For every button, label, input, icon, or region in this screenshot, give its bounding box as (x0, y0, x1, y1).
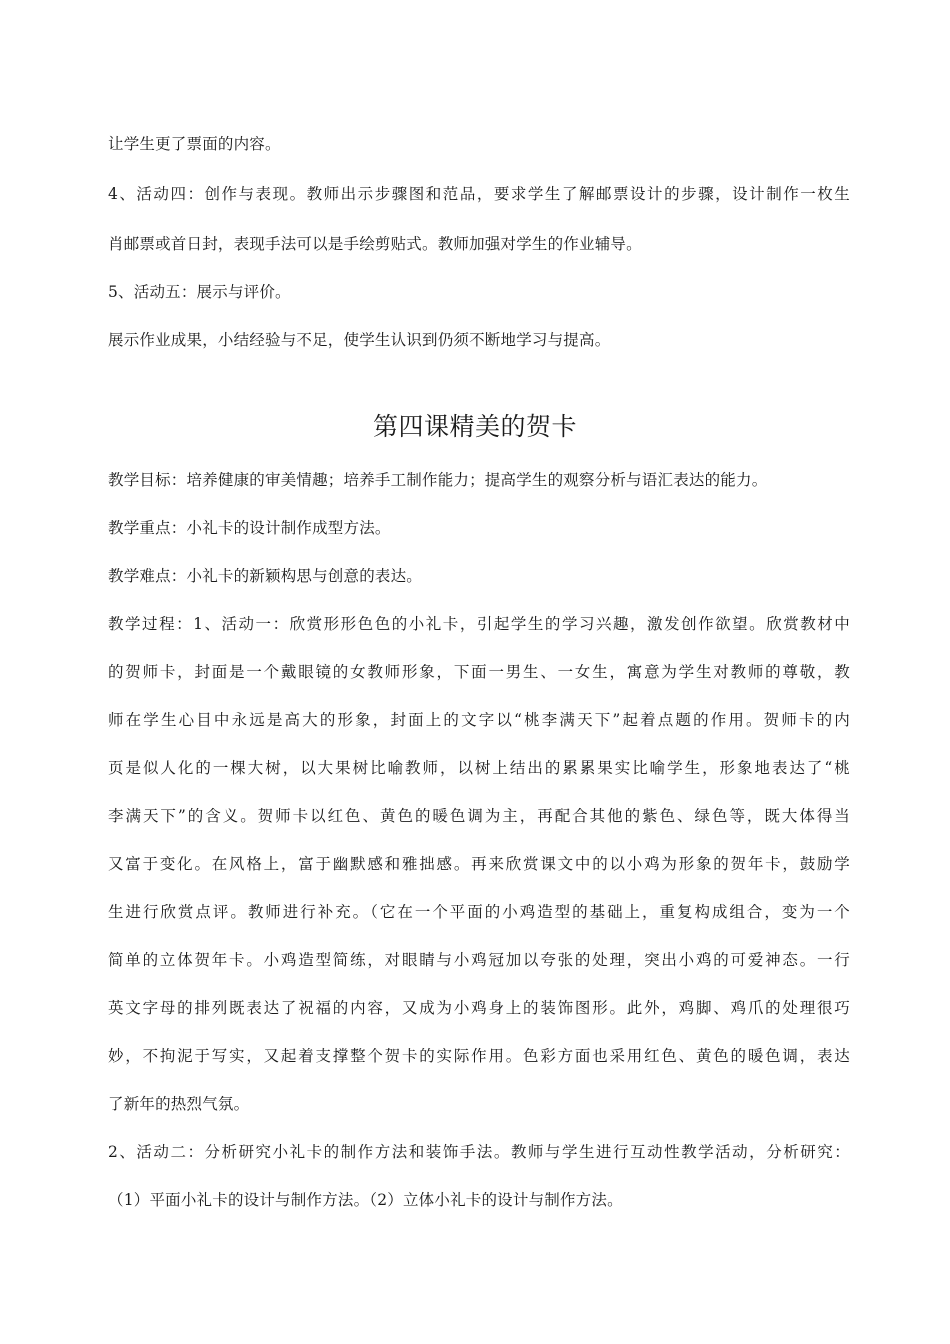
process-line: 妙，不拘泥于写实，又起着支撑整个贺卡的实际作用。色彩方面也采用红色、黄色的暖色调，表达 (108, 1047, 850, 1065)
process-line: 的贺师卡，封面是一个戴眼镜的女教师形象，下面一男生、一女生，寓意为学生对教师的尊敬，教 (108, 663, 850, 681)
teaching-goal: 教学目标：培养健康的审美情趣；培养手工制作能力；提高学生的观察分析与语汇表达的能力。 (108, 471, 768, 489)
process-line: 生进行欣赏点评。教师进行补充。（它在一个平面的小鸡造型的基础上，重复构成组合，变为一个 (108, 903, 850, 921)
activity2-line: 2、活动二：分析研究小礼卡的制作方法和装饰手法。教师与学生进行互动性教学活动，分析研究： (108, 1143, 850, 1161)
teaching-key-point: 教学重点：小礼卡的设计制作成型方法。 (108, 519, 391, 537)
activity2-line: （1）平面小礼卡的设计与制作方法。（2）立体小礼卡的设计与制作方法。 (108, 1191, 623, 1209)
lesson-title: 第四课精美的贺卡 (372, 412, 577, 441)
paragraph-line: 5、活动五：展示与评价。 (108, 283, 291, 301)
process-line: 了新年的热烈气氛。 (108, 1095, 250, 1113)
process-line: 英文字母的排列既表达了祝福的内容，又成为小鸡身上的装饰图形。此外，鸡脚、鸡爪的处理很巧 (108, 999, 850, 1017)
teaching-difficulty: 教学难点：小礼卡的新颖构思与创意的表达。 (108, 567, 423, 585)
paragraph-line: 肖邮票或首日封，表现手法可以是手绘剪贴式。教师加强对学生的作业辅导。 (108, 235, 642, 253)
process-line: 简单的立体贺年卡。小鸡造型简练，对眼睛与小鸡冠加以夸张的处理，突出小鸡的可爱神态。一行 (108, 951, 850, 969)
process-line: 教学过程：1、活动一：欣赏形形色色的小礼卡，引起学生的学习兴趣，激发创作欲望。欣赏教材中 (108, 615, 850, 633)
paragraph-line: 4、活动四：创作与表现。教师出示步骤图和范品，要求学生了解邮票设计的步骤，设计制作一枚生 (108, 185, 850, 203)
process-line: 页是似人化的一棵大树，以大果树比喻教师，以树上结出的累累果实比喻学生，形象地表达了“桃 (108, 759, 850, 777)
paragraph-line: 让学生更了票面的内容。 (108, 135, 281, 153)
paragraph-line: 展示作业成果，小结经验与不足，使学生认识到仍须不断地学习与提高。 (108, 331, 611, 349)
process-line: 师在学生心目中永远是高大的形象，封面上的文字以“桃李满天下”起着点题的作用。贺师卡的内 (108, 711, 850, 729)
process-line: 又富于变化。在风格上，富于幽默感和雅拙感。再来欣赏课文中的以小鸡为形象的贺年卡，鼓励学 (108, 855, 850, 873)
process-line: 李满天下”的含义。贺师卡以红色、黄色的暖色调为主，再配合其他的紫色、绿色等，既大体得当 (108, 807, 850, 825)
